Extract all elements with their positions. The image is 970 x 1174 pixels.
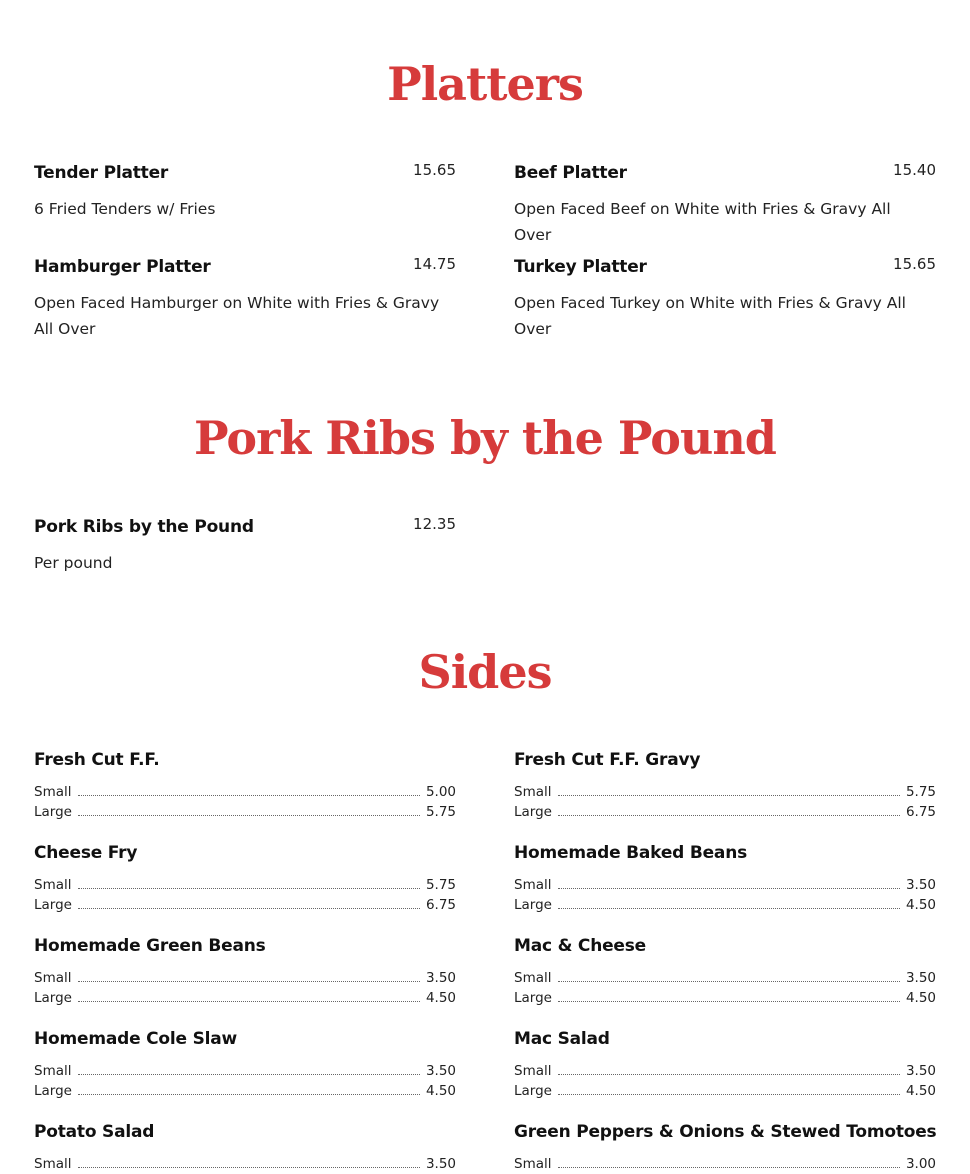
size-label: Large (34, 1083, 72, 1099)
side-name: Green Peppers & Onions & Stewed Tomotoes (514, 1122, 937, 1142)
size-row-small (34, 875, 456, 895)
size-row-large (34, 802, 456, 822)
side-name: Fresh Cut F.F. (34, 750, 160, 770)
size-row-small (514, 968, 936, 988)
dot-leader (78, 980, 420, 982)
size-label: Large (34, 897, 72, 913)
side-name: Mac Salad (514, 1029, 610, 1049)
size-price: 6.75 (905, 804, 936, 820)
side-item[interactable] (34, 841, 456, 915)
size-price: 5.75 (425, 804, 456, 820)
dot-leader (78, 1093, 420, 1095)
item-description: Open Faced Beef on White with Fries & Gravy All Over (514, 200, 891, 244)
size-price: 3.50 (425, 1156, 456, 1172)
dot-leader (558, 794, 900, 796)
size-price: 3.50 (905, 877, 936, 893)
size-row-large (514, 802, 936, 822)
item-price: 15.40 (893, 161, 936, 179)
dot-leader (558, 1166, 900, 1168)
size-label: Small (34, 1063, 72, 1079)
size-label: Large (514, 804, 552, 820)
menu-item[interactable] (514, 254, 936, 342)
size-price: 4.50 (425, 1083, 456, 1099)
size-row-small (514, 1061, 936, 1081)
item-price: 15.65 (893, 255, 936, 273)
size-row-small (34, 782, 456, 802)
dot-leader (558, 887, 900, 889)
item-price: 12.35 (413, 515, 456, 533)
dot-leader (558, 1000, 900, 1002)
side-item[interactable] (34, 1027, 456, 1101)
size-label: Small (514, 970, 552, 986)
size-row-large (34, 1081, 456, 1101)
dot-leader (78, 814, 420, 816)
size-price: 3.50 (425, 1063, 456, 1079)
size-label: Small (514, 1063, 552, 1079)
dot-leader (78, 1166, 420, 1168)
dot-leader (78, 1000, 420, 1002)
size-label: Large (514, 990, 552, 1006)
size-label: Small (34, 784, 72, 800)
size-row-small (34, 968, 456, 988)
dot-leader (558, 814, 900, 816)
item-price: 14.75 (413, 255, 456, 273)
size-label: Small (514, 1156, 552, 1172)
item-name: Beef Platter (514, 163, 627, 183)
item-name: Tender Platter (34, 163, 169, 183)
item-price: 15.65 (413, 161, 456, 179)
side-item[interactable] (514, 841, 936, 915)
dot-leader (558, 980, 900, 982)
side-item[interactable] (34, 748, 456, 822)
side-name: Homemade Green Beans (34, 936, 266, 956)
dot-leader (558, 1093, 900, 1095)
item-description: Open Faced Hamburger on White with Fries & Gravy All Over (34, 294, 440, 338)
sides-section-title: Sides (418, 645, 552, 699)
item-description: Per pound (34, 554, 113, 572)
side-name: Homemade Cole Slaw (34, 1029, 238, 1049)
size-label: Small (514, 784, 552, 800)
dot-leader (78, 887, 420, 889)
ribs-section-title: Pork Ribs by the Pound (194, 411, 776, 465)
menu-item[interactable] (34, 254, 456, 342)
size-price: 3.50 (905, 1063, 936, 1079)
item-description: 6 Fried Tenders w/ Fries (34, 200, 216, 218)
size-label: Large (514, 1083, 552, 1099)
size-price: 4.50 (425, 990, 456, 1006)
size-price: 4.50 (905, 897, 936, 913)
size-label: Small (34, 1156, 72, 1172)
item-name: Hamburger Platter (34, 257, 211, 277)
platters-section-title: Platters (387, 57, 583, 111)
item-description: Open Faced Turkey on White with Fries & Gravy All Over (514, 294, 906, 338)
size-row-large (514, 988, 936, 1008)
dot-leader (78, 1073, 420, 1075)
size-price: 5.75 (425, 877, 456, 893)
menu-item[interactable] (34, 514, 456, 576)
side-item[interactable] (514, 748, 936, 822)
dot-leader (558, 907, 900, 909)
side-item[interactable] (34, 934, 456, 1008)
menu-item[interactable] (514, 160, 936, 248)
size-price: 6.75 (425, 897, 456, 913)
size-row-small (34, 1154, 456, 1174)
dot-leader (558, 1073, 900, 1075)
size-price: 5.00 (425, 784, 456, 800)
side-name: Homemade Baked Beans (514, 843, 748, 863)
dot-leader (78, 907, 420, 909)
size-price: 4.50 (905, 1083, 936, 1099)
side-item[interactable] (34, 1120, 456, 1174)
size-row-small (34, 1061, 456, 1081)
size-label: Large (34, 990, 72, 1006)
size-label: Small (34, 970, 72, 986)
item-name: Turkey Platter (514, 257, 647, 277)
item-name: Pork Ribs by the Pound (34, 517, 254, 537)
size-label: Small (514, 877, 552, 893)
size-price: 4.50 (905, 990, 936, 1006)
size-price: 5.75 (905, 784, 936, 800)
size-price: 3.50 (425, 970, 456, 986)
size-row-large (514, 1081, 936, 1101)
size-row-large (34, 895, 456, 915)
dot-leader (78, 794, 420, 796)
side-item[interactable] (514, 1120, 936, 1174)
size-label: Small (34, 877, 72, 893)
side-name: Cheese Fry (34, 843, 138, 863)
menu-item[interactable] (34, 160, 456, 222)
size-row-large (514, 895, 936, 915)
size-price: 3.50 (905, 970, 936, 986)
size-row-small (514, 1154, 936, 1174)
side-name: Mac & Cheese (514, 936, 647, 956)
side-name: Fresh Cut F.F. Gravy (514, 750, 701, 770)
side-item[interactable] (514, 1027, 936, 1101)
side-item[interactable] (514, 934, 936, 1008)
side-name: Potato Salad (34, 1122, 155, 1142)
size-price: 3.00 (905, 1156, 936, 1172)
size-label: Large (514, 897, 552, 913)
size-row-small (514, 875, 936, 895)
size-row-small (514, 782, 936, 802)
size-label: Large (34, 804, 72, 820)
size-row-large (34, 988, 456, 1008)
